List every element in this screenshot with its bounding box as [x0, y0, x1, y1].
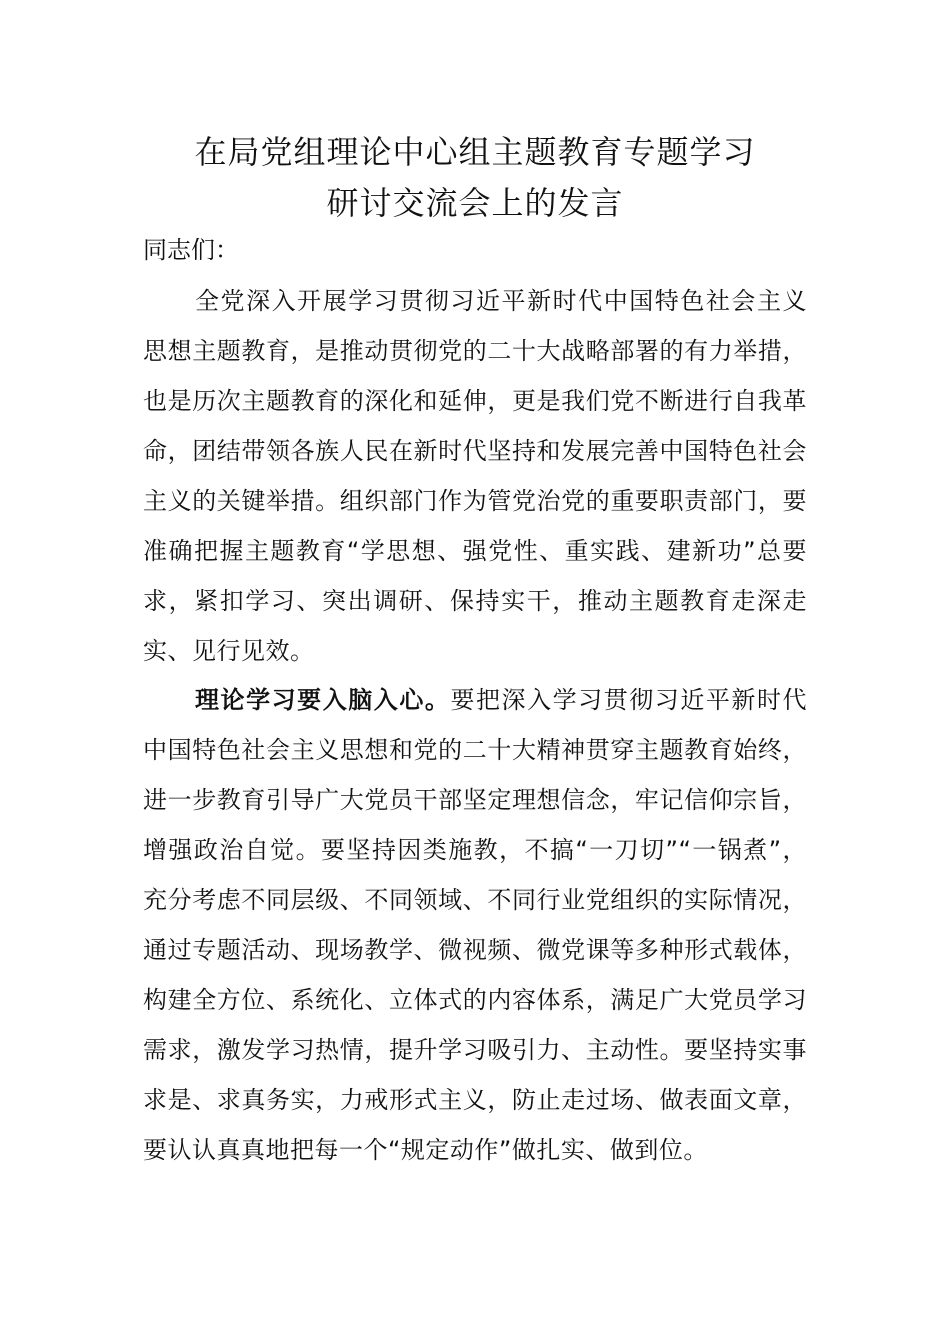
paragraph-heading: 理论学习要入脑入心。	[195, 686, 451, 714]
salutation: 同志们：	[143, 236, 239, 264]
paragraph-body: 要把深入学习贯彻习近平新时代中国特色社会主义思想和党的二十大精神贯穿主题教育始终，进一步教育引导广大党员干部坚定理想信念，牢记信仰宗旨，增强政治自觉。要坚持因类施教，不搞“一刀切”“一锅煮”，充分考虑不同层级、不同领域、不同行业党组织的实际情况，通过专题活动、现场教学、微视频、微党课等多种形式载体，构建全方位、系统化、立体式的内容体系，满足广大党员学习需求，激发学习热情，提升学习吸引力、主动性。要坚持实事求是、求真务实，力戒形式主义，防止走过场、做表面文章，要认认真真地把每一个“规定动作”做扎实、做到位。	[143, 686, 808, 1164]
paragraph-intro: 全党深入开展学习贯彻习近平新时代中国特色社会主义思想主题教育，是推动贯彻党的二十大战略部署的有力举措，也是历次主题教育的深化和延伸，更是我们党不断进行自我革命，团结带领各族人民在新时代坚持和发展完善中国特色社会主义的关键举措。组织部门作为管党治党的重要职责部门，要准确把握主题教育“学思想、强党性、重实践、建新功”总要求，紧扣学习、突出调研、保持实干，推动主题教育走深走实、见行见效。	[143, 287, 807, 665]
document-title-line-1: 在局党组理论中心组主题教育专题学习	[194, 133, 756, 171]
document-title-line-2: 研讨交流会上的发言	[326, 184, 624, 222]
paragraph-theory-study	[143, 675, 807, 1175]
